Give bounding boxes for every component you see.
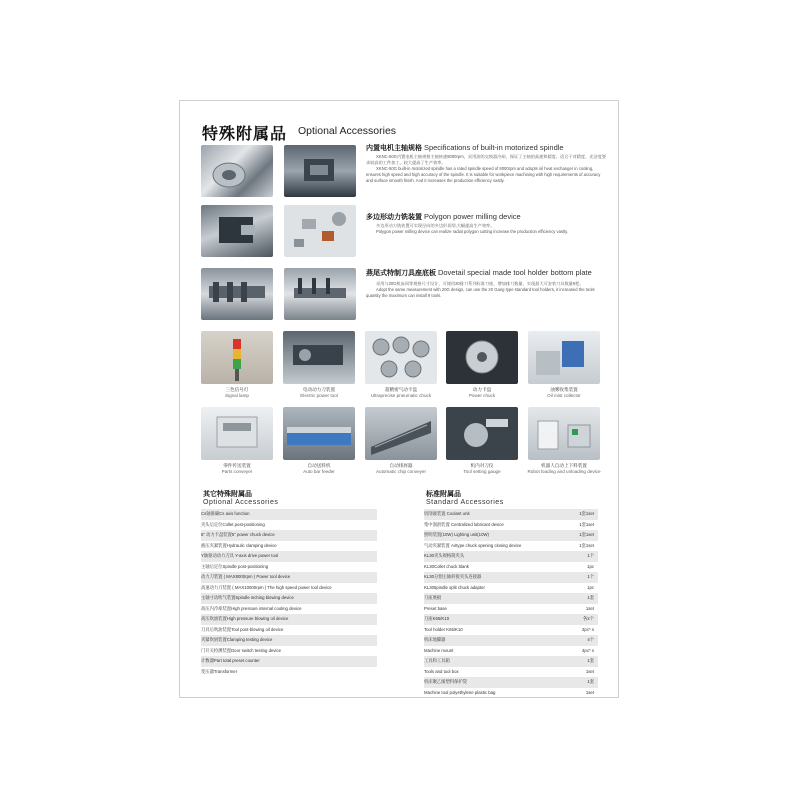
tool-gauge-graphic	[446, 407, 518, 460]
list-item: 夹紧吹屑装置Clamping testing device	[201, 635, 377, 646]
list-item: 高压吹油装置High pressure blowing oil device	[201, 614, 377, 625]
item-quantity: 1个	[587, 553, 594, 558]
item-name: Preset base	[424, 605, 447, 611]
item-name: 集中润滑装置 Centralized lubricant device	[424, 521, 504, 527]
list-item	[424, 614, 598, 625]
section-2-text-en: Polygon power milling device can realize radial polygon cutting increase the production efficiency vastly.	[376, 229, 569, 234]
section-3-text-en: Adopt the same measurement with 20G design, can use the 20 Gang type standard tool holders, it increased the tools quantity the maximum can install 9 tools.	[366, 287, 595, 298]
caption-pneumatic-chuck	[361, 387, 441, 399]
item-name: Machine mount	[424, 647, 454, 653]
caption-signal-lamp	[197, 387, 277, 399]
standard-accessories-list	[424, 509, 598, 698]
item-quantity: 4pc* s	[582, 647, 594, 653]
list-item	[424, 583, 598, 594]
item-quantity: 1set	[585, 668, 594, 674]
robot-loading-photo	[528, 407, 600, 460]
list-item: 计数器Part total preset counter	[201, 656, 377, 667]
caption-en: Electric power tool	[300, 393, 338, 398]
section-3-text	[366, 281, 608, 299]
item-quantity: 1pc	[587, 584, 594, 590]
caption-zh: 自动排屑器	[389, 463, 413, 468]
signal-lamp-photo	[201, 331, 273, 384]
list-item	[424, 677, 598, 688]
item-quantity: 1套1set	[579, 511, 594, 516]
list-item: 高压内冷却装置High pressure internal cooling device	[201, 605, 302, 611]
caption-power-chuck	[442, 387, 522, 399]
spindle-photo-2	[284, 145, 356, 197]
list-item	[424, 604, 598, 615]
item-quantity: 1套	[587, 679, 594, 684]
bar-feeder-graphic	[283, 407, 355, 460]
dovetail-plate-graphic	[201, 268, 273, 320]
dovetail-tools-graphic	[284, 268, 356, 320]
list-item: 刀具后吹油装置Tool post-blowing oil device	[201, 626, 284, 632]
optional-accessories-list	[201, 509, 377, 677]
electric-power-tool-photo	[283, 331, 355, 384]
polygon-machine-graphic	[201, 205, 273, 257]
section-2-text	[366, 223, 608, 235]
power-chuck-photo	[446, 331, 518, 384]
item-quantity: 1套	[587, 658, 594, 663]
caption-zh: 超精密气动卡盘	[384, 387, 418, 392]
dovetail-photo-1	[201, 268, 273, 320]
caption-zh: 机内对刀仪	[470, 463, 494, 468]
section-3-text-zh: 采用与20G机床同等规格尺寸设计，可使用20排刀系列标准刀座，增加排刀数量，实现最大可安装刀具数量9把。	[376, 281, 584, 286]
list-item	[424, 562, 598, 573]
polygon-photo-2	[284, 205, 356, 257]
caption-electric-power-tool	[279, 387, 359, 399]
caption-tool-setting-gauge	[442, 463, 522, 475]
right-list-heading-zh: 标准附属品	[426, 491, 461, 498]
caption-zh: 机器人自动上下料装置	[541, 463, 587, 468]
caption-en: Auto bar feeder	[303, 469, 335, 474]
list-item: 门开关检测装置Door switch testing device	[201, 647, 281, 653]
section-2-heading-en: Polygon power milling device	[423, 212, 521, 221]
item-quantity: 1套1set	[579, 532, 594, 537]
list-item	[424, 646, 598, 657]
machine-interior-graphic	[284, 145, 356, 197]
caption-en: Automatic chip conveyer	[375, 469, 427, 474]
page-title: 特殊附属品	[202, 124, 288, 143]
caption-oil-mist-collector	[524, 387, 604, 399]
caption-auto-bar-feeder	[279, 463, 359, 475]
item-name: 切削液装置 Coolant unit	[424, 511, 470, 516]
brochure-page	[179, 100, 619, 698]
item-name: 气动夹紧装置 Airtype chuck opening closing device	[424, 542, 522, 548]
caption-robot-loading	[524, 463, 604, 475]
list-item: Y轴驱动动力刀具 Y-axis drive power tool	[201, 551, 377, 562]
item-name: 刀座K65/K10	[424, 616, 450, 621]
item-quantity: 2pc* s	[582, 626, 594, 632]
chucks-graphic	[365, 331, 437, 384]
item-name: 工具和工具箱	[424, 658, 450, 663]
oil-mist-collector-photo	[528, 331, 600, 384]
item-name: Machine tool polyethylene plastic bag	[424, 689, 496, 695]
oil-mist-graphic	[528, 331, 600, 384]
list-item	[424, 509, 598, 520]
item-name: 机床聚乙烯塑料保护袋	[424, 679, 467, 684]
item-name: KL305pindle split chuck adapter	[424, 584, 485, 590]
robot-graphic	[528, 407, 600, 460]
list-item	[424, 541, 598, 552]
right-list-heading-en: Standard Accessories	[426, 499, 504, 506]
section-1-text	[366, 154, 608, 184]
chip-conveyer-photo	[365, 407, 437, 460]
list-item: 夹头后定位Collet post-positioning	[201, 521, 265, 527]
list-item	[424, 688, 598, 699]
section-2-heading-zh: 多边形动力铣装置	[366, 214, 422, 221]
list-item	[424, 572, 598, 583]
section-2-heading	[366, 212, 521, 222]
caption-zh: 三色信号灯	[225, 387, 249, 392]
caption-en: Oil mist collector	[547, 393, 581, 398]
dovetail-photo-2	[284, 268, 356, 320]
item-name: 机床地脚器	[424, 637, 446, 642]
caption-en: Ultraprecise pneumatic chuck	[370, 393, 432, 398]
auto-bar-feeder-photo	[283, 407, 355, 460]
item-quantity: 1pc	[587, 563, 594, 569]
parts-conveyer-photo	[201, 407, 273, 460]
section-1-heading	[366, 143, 564, 153]
list-item	[424, 656, 598, 667]
list-item	[424, 520, 598, 531]
item-name: KL30分割主轴转接夹头连接器	[424, 574, 482, 579]
left-list-heading	[203, 489, 278, 506]
right-list-heading	[426, 489, 504, 506]
caption-en: Robot loading and unloading device	[527, 469, 601, 474]
list-item: 主轴后定位Spindle post-positioning	[201, 563, 269, 569]
parts-conveyer-graphic	[201, 407, 273, 460]
left-list-heading-en: Optional Accessories	[203, 499, 279, 506]
power-chuck-graphic	[446, 331, 518, 384]
item-name: KL30夹头规格筒夹头	[424, 553, 465, 558]
spindle-graphic	[201, 145, 273, 197]
caption-en: Power chuck	[468, 393, 496, 398]
page-subtitle: Optional Accessories	[298, 125, 397, 137]
spindle-photo-1	[201, 145, 273, 197]
section-1-heading-en: Specifications of built-in motorized spindle	[423, 143, 564, 152]
list-item: 液压夹紧装置Hydraulic clamping device	[201, 542, 277, 548]
chip-conveyer-graphic	[365, 407, 437, 460]
section-3-heading-zh: 燕尾式特制刀具座底板	[366, 270, 436, 277]
caption-zh: 自动送料机	[307, 463, 331, 468]
section-3-heading	[366, 268, 592, 278]
item-quantity: 1套	[587, 595, 594, 600]
caption-en: Parts conveyer	[221, 469, 253, 474]
caption-en: Signal lamp	[224, 393, 249, 398]
power-tool-graphic	[283, 331, 355, 384]
item-name: Tool holder K65/K10	[424, 626, 463, 632]
item-name: Tools and tool box	[424, 668, 459, 674]
list-item: 5" 动力卡盘装置5" power chuck device	[201, 530, 377, 541]
item-name: KL30Collet chuck blank	[424, 563, 469, 569]
caption-zh: 电动动力刀装置	[302, 387, 336, 392]
section-3-heading-en: Dovetail special made tool holder bottom plate	[437, 268, 592, 277]
list-item: 主轴寸动吹气装置Spindle inching blowing device	[201, 593, 377, 604]
list-item: 动力刀装置 ( MAX8000rpm ) Power tool device	[201, 572, 377, 583]
caption-zh: 零件传送装置	[223, 463, 251, 468]
tool-setting-gauge-photo	[446, 407, 518, 460]
caption-parts-conveyer	[197, 463, 277, 475]
list-item	[424, 625, 598, 636]
section-2-text-zh: 多边形动力铣装置可实现径向的多边形切削,大幅提高生产效率。	[376, 223, 495, 228]
pneumatic-chuck-photo	[365, 331, 437, 384]
caption-chip-conveyer	[361, 463, 441, 475]
list-item	[424, 530, 598, 541]
caption-en: Tool setting gauge	[463, 469, 501, 474]
list-item	[424, 593, 598, 604]
list-item: 变压器Transformer	[201, 668, 238, 674]
caption-zh: 油雾收集装置	[550, 387, 578, 392]
signal-lamp-graphic	[201, 331, 273, 384]
list-item: 高速动力刀装置 ( MAX10000rpm ) The high speed power tool device	[201, 584, 332, 590]
item-quantity: 1套1set	[579, 521, 594, 527]
item-quantity: 1set	[585, 605, 594, 611]
item-quantity: 各2个	[583, 616, 594, 621]
list-item: Cs轴准确Cs axis function	[201, 509, 377, 520]
list-item	[424, 635, 598, 646]
section-1-text-zh: XKNC-50G内置电机主轴规格主轴转速8000rpm，采用油的交换器冷却，保证了主轴的高速和精度。适合于对精度、光洁度要求较高的工件加工，较大提高了生产效率。	[366, 154, 607, 165]
section-1-text-en: XKNC-50G built-in motorized spindle has a rated spindle speed of 8000rpm and adopts oil heat exchanger in cooling, ensures high speed and high accuracy of the spindle. It is suitable for workpiece machining with high requirements of accuracy and surface smooth finish. And it increases the production efficiency vastly.	[366, 166, 601, 183]
left-list-heading-zh: 其它特殊附属品	[203, 491, 252, 498]
polygon-photo-1	[201, 205, 273, 257]
item-quantity: 1set	[585, 689, 594, 695]
section-1-heading-zh: 内置电机主轴规格	[366, 145, 422, 152]
list-item	[424, 667, 598, 678]
item-name: 刀座底板	[424, 595, 442, 600]
item-quantity: 1套1set	[579, 542, 594, 548]
item-quantity: 1个	[587, 574, 594, 579]
polygon-parts-graphic	[284, 205, 356, 257]
item-quantity: 4个	[587, 637, 594, 642]
list-item	[424, 551, 598, 562]
item-name: 照明装置(10W) Lighting unit(10W)	[424, 532, 489, 537]
caption-zh: 动力卡盘	[472, 387, 492, 392]
